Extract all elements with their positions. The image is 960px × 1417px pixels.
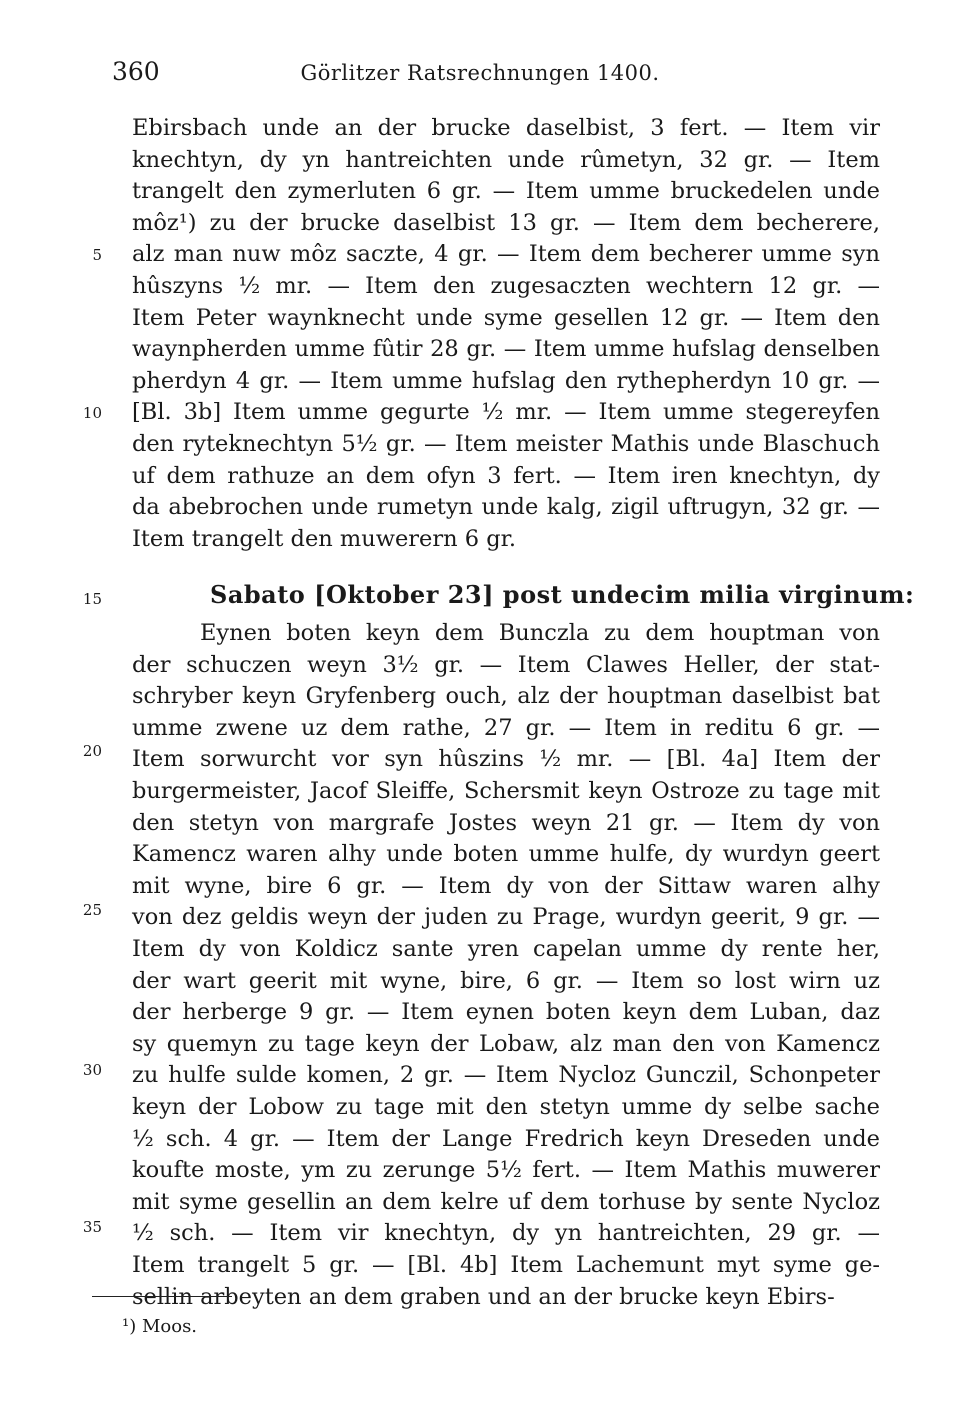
- text-line: da abebrochen unde rumetyn unde kalg, zigil uftrugyn, 32 gr. —: [132, 494, 880, 521]
- text-line: mit wyne, bire 6 gr. — Item dy von der Sittaw waren alhy: [132, 872, 880, 899]
- text-line: Item trangelt den muwerern 6 gr.: [132, 525, 517, 552]
- text-line: Item sorwurcht vor syn hûszins ½ mr. — [Bl. 4a] Item der: [132, 746, 880, 773]
- line-number: 15: [82, 590, 102, 608]
- text-line: sellin arbeyten an dem graben und an der brucke keyn Ebirs-: [132, 1283, 835, 1310]
- text-line: Item dy von Koldicz sante yren capelan umme dy rente her,: [132, 936, 880, 962]
- text-line: Item Peter waynknecht unde syme gesellen 12 gr. — Item den: [132, 304, 880, 331]
- line-number: 20: [82, 742, 102, 760]
- text-line: Kamencz waren alhy unde boten umme hulfe, dy wurdyn geert: [132, 841, 880, 868]
- text-line: den stetyn von margrafe Jostes weyn 21 gr. — Item dy von: [132, 809, 880, 836]
- text-line: alz man nuw môz saczte, 4 gr. — Item dem becherer umme syn: [132, 241, 880, 268]
- text-line: trangelt den zymerluten 6 gr. — Item umme bruckedelen unde: [132, 178, 880, 205]
- text-line: pherdyn 4 gr. — Item umme hufslag den rythepherdyn 10 gr. —: [132, 367, 880, 394]
- text-line: der herberge 9 gr. — Item eynen boten keyn dem Luban, daz: [132, 999, 880, 1026]
- line-number: 10: [82, 404, 102, 422]
- text-line: von dez geldis weyn der juden zu Prage, wurdyn geerit, 9 gr. —: [132, 904, 880, 931]
- text-line: schryber keyn Gryfenberg ouch, alz der houptman daselbist bat: [132, 683, 880, 710]
- text-line: ½ sch. 4 gr. — Item der Lange Fredrich keyn Dreseden unde: [132, 1125, 880, 1152]
- text-line: knechtyn, dy yn hantreichten unde rûmetyn, 32 gr. — Item: [132, 146, 880, 173]
- text-line: umme zwene uz dem rathe, 27 gr. — Item in reditu 6 gr. —: [132, 714, 880, 741]
- text-line: zu hulfe sulde komen, 2 gr. — Item Nycloz Gunczil, Schonpeter: [132, 1062, 880, 1089]
- footnote-rule: [92, 1296, 232, 1297]
- text-line: hûszyns ½ mr. — Item den zugesaczten wechtern 12 gr. —: [132, 273, 880, 299]
- text-line: koufte moste, ym zu zerunge 5½ fert. — Item Mathis muwerer: [132, 1157, 880, 1184]
- section-heading: Sabato [Oktober 23] post undecim milia virginum:: [210, 580, 915, 609]
- line-number: 30: [82, 1061, 102, 1079]
- text-line: Item trangelt 5 gr. — [Bl. 4b] Item Lachemunt myt syme ge-: [132, 1252, 880, 1278]
- text-line: ½ sch. — Item vir knechtyn, dy yn hantreichten, 29 gr. —: [132, 1220, 880, 1247]
- text-line: waynpherden umme fûtir 28 gr. — Item umme hufslag denselben: [132, 336, 880, 363]
- page-number: 360: [112, 57, 160, 86]
- line-number: 5: [92, 246, 102, 264]
- text-line: [Bl. 3b] Item umme gegurte ½ mr. — Item umme stegereyfen: [132, 399, 880, 426]
- text-line: der wart geerit mit wyne, bire, 6 gr. — Item so lost wirn uz: [132, 967, 880, 994]
- text-line: burgermeister, Jacof Sleiffe, Schersmit keyn Ostroze zu tage mit: [132, 778, 880, 804]
- text-line: den ryteknechtyn 5½ gr. — Item meister Mathis unde Blaschuch: [132, 431, 880, 457]
- text-line: mit syme gesellin an dem kelre uf dem torhuse by sente Nycloz: [132, 1188, 880, 1215]
- text-line: Eynen boten keyn dem Bunczla zu dem houptman von: [200, 620, 880, 646]
- line-number: 35: [82, 1218, 102, 1236]
- text-line: Ebirsbach unde an der brucke daselbist, 3 fert. — Item vir: [132, 115, 880, 141]
- text-line: sy quemyn zu tage keyn der Lobaw, alz man den von Kamencz: [132, 1030, 880, 1057]
- text-line: uf dem rathuze an dem ofyn 3 fert. — Item iren knechtyn, dy: [132, 462, 880, 489]
- text-line: môz¹) zu der brucke daselbist 13 gr. — Item dem becherere,: [132, 209, 880, 236]
- text-line: der schuczen weyn 3½ gr. — Item Clawes Heller, der stat-: [132, 651, 880, 678]
- text-line: keyn der Lobow zu tage mit den stetyn umme dy selbe sache: [132, 1094, 880, 1120]
- running-title: Görlitzer Ratsrechnungen 1400.: [300, 61, 660, 85]
- line-number: 25: [82, 901, 102, 919]
- footnote: ¹) Moos.: [122, 1316, 198, 1337]
